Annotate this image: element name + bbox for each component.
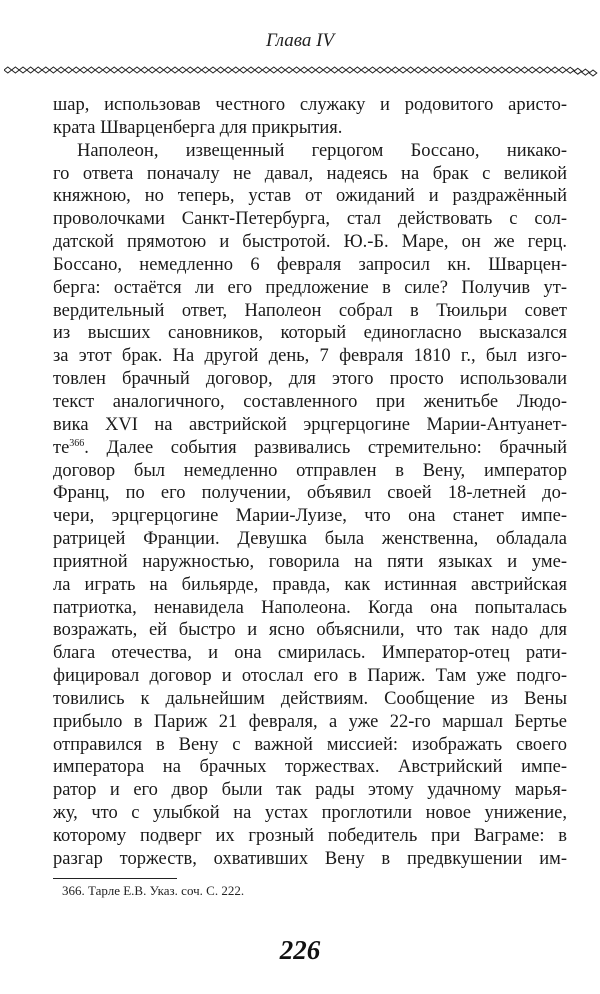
ornament-diamond <box>202 67 210 73</box>
ornament-diamond <box>126 67 134 73</box>
text-line <box>53 414 567 437</box>
ornament-diamond <box>498 67 506 73</box>
text-line <box>53 140 567 163</box>
line-text: го ответа поначалу не давал, надеясь на брак с великой <box>53 163 567 184</box>
ornament-diamond <box>422 67 430 73</box>
ornament-diamond <box>445 67 453 73</box>
ornament-diamond <box>50 67 58 73</box>
text-line <box>53 300 567 323</box>
line-text: ратор и его двор были так рады этому удачному марья- <box>53 780 567 801</box>
line-text: проволочками Санкт-Петербурга, стал действовать с сол- <box>53 209 567 230</box>
ornament-diamond <box>224 67 232 73</box>
text-line <box>53 825 567 848</box>
ornament-diamond <box>323 67 331 73</box>
text-line <box>53 734 567 757</box>
footnote-ref: 366 <box>69 437 85 449</box>
ornament-diamond <box>209 67 217 73</box>
ornament-diamond <box>240 67 248 73</box>
line-text: берга: остаётся ли его предложение в силе? Получив ут- <box>53 277 567 298</box>
ornament-diamond <box>506 67 514 73</box>
ornament-diamond <box>293 67 301 73</box>
ornament-diamond <box>194 67 202 73</box>
ornament-diamond <box>528 67 536 73</box>
text-line <box>53 277 567 300</box>
ornament-diamond <box>4 67 12 73</box>
ornament-diamond <box>361 67 369 73</box>
ornament-diamond <box>551 67 559 73</box>
text-line <box>53 802 567 825</box>
ornament-diamond <box>566 67 574 73</box>
text-line <box>53 94 567 117</box>
ornament-diamond <box>582 69 590 75</box>
ornament-diamond <box>308 67 316 73</box>
running-head: Глава IV <box>265 30 335 51</box>
text-line <box>53 345 567 368</box>
page-number: 226 <box>279 935 321 965</box>
line-text: крата Шварценберга для прикрытия. <box>53 117 343 138</box>
ornament-diamond <box>589 70 597 76</box>
ornament-diamond <box>171 67 179 73</box>
ornament-diamond <box>65 67 73 73</box>
footnote-rule <box>53 878 177 879</box>
body-text <box>53 94 567 871</box>
text-line <box>53 597 567 620</box>
ornament-diamond <box>369 67 377 73</box>
text-line <box>53 711 567 734</box>
ornament-diamond <box>521 67 529 73</box>
ornament-diamond <box>414 67 422 73</box>
line-text: датской прямотою и быстротой. Ю.-Б. Маре, он же герц. <box>53 232 567 253</box>
ornament-diamond <box>468 67 476 73</box>
line-text: которому подверг их грозный победитель при Ваграме: в <box>53 826 567 846</box>
line-text: патриотка, ненавидела Наполеона. Когда она попыталась <box>53 597 567 618</box>
ornament-diamond <box>536 67 544 73</box>
ornament-diamond <box>255 67 263 73</box>
ornament-diamond <box>179 67 187 73</box>
line-text: из высших сановников, который единогласно высказался <box>53 323 567 344</box>
line-text: императора на брачных торжествах. Австрийский импе- <box>53 757 567 778</box>
ornament-diamond <box>270 67 278 73</box>
line-text: товились к дальнейшим действиям. Сообщение из Вены <box>53 688 567 709</box>
text-line <box>53 756 567 779</box>
text-line <box>53 437 567 460</box>
ornament-diamond <box>513 67 521 73</box>
line-text: . Далее события развивались стремительно: брачный <box>84 437 567 458</box>
line-text: приятной наружностью, говорила на пяти языках и уме- <box>53 551 567 572</box>
text-line <box>53 163 567 186</box>
ornament-diamond <box>354 67 362 73</box>
text-line <box>53 185 567 208</box>
line-text: те <box>53 437 70 458</box>
line-text: отправился в Вену с важной миссией: изображать своего <box>53 734 567 755</box>
ornament-diamond <box>437 67 445 73</box>
ornament-diamond <box>186 67 194 73</box>
ornament-diamond <box>490 67 498 73</box>
line-text: ратрицей Франции. Девушка была женственна, обладала <box>53 529 567 550</box>
line-text: вердительный ответ, Наполеон собрал в Тюильри совет <box>53 300 567 321</box>
text-line <box>53 482 567 505</box>
ornament-diamond <box>376 67 384 73</box>
ornament-diamond <box>300 67 308 73</box>
ornament-diamond <box>544 67 552 73</box>
ornament-diamond <box>278 67 286 73</box>
line-text: Франц, по его получении, объявил своей 18-летней до- <box>53 483 567 504</box>
text-line <box>53 505 567 528</box>
line-text: Наполеон, извещенный герцогом Боссано, никако- <box>77 140 567 161</box>
ornament-diamond <box>148 67 156 73</box>
ornament-diamond <box>42 67 50 73</box>
text-line <box>53 779 567 802</box>
text-line <box>53 368 567 391</box>
line-text: прибыло в Париж 21 февраля, а уже 22-го маршал Бертье <box>53 711 567 732</box>
line-text: княжною, но теперь, устав от ожиданий и раздражённый <box>53 186 567 207</box>
ornament-diamond <box>19 67 27 73</box>
ornament-diamond <box>103 67 111 73</box>
ornament-diamond <box>407 67 415 73</box>
ornament-divider <box>4 64 598 78</box>
line-text: текст аналогичного, составленного при женитьбе Людо- <box>53 391 567 412</box>
ornament-diamond <box>430 67 438 73</box>
ornament-diamond <box>217 67 225 73</box>
ornament-diamond <box>247 67 255 73</box>
ornament-diamond <box>57 67 65 73</box>
text-line <box>53 322 567 345</box>
ornament-diamond <box>285 67 293 73</box>
ornament-diamond <box>338 67 346 73</box>
ornament-diamond <box>80 67 88 73</box>
ornament-diamond <box>110 67 118 73</box>
ornament-diamond <box>475 67 483 73</box>
line-text: разгар торжеств, охвативших Вену в предвкушении им- <box>53 848 567 869</box>
text-line <box>53 208 567 231</box>
ornament-diamond <box>460 67 468 73</box>
line-text: жу, что с улыбкой на устах проглотили новое унижение, <box>53 803 567 824</box>
line-text: Боссано, немедленно 6 февраля запросил кн. Шварцен- <box>53 254 567 275</box>
ornament-diamond <box>156 67 164 73</box>
text-line <box>53 551 567 574</box>
ornament-diamond <box>88 67 96 73</box>
text-line <box>53 665 567 688</box>
text-line <box>53 619 567 642</box>
ornament-diamond <box>346 67 354 73</box>
text-line <box>53 391 567 414</box>
text-line <box>53 688 567 711</box>
text-line <box>53 642 567 665</box>
line-text: товлен брачный договор, для этого просто использовали <box>53 369 567 390</box>
text-line <box>53 460 567 483</box>
ornament-diamond <box>232 67 240 73</box>
ornament-diamond <box>118 67 126 73</box>
ornament-diamond <box>384 67 392 73</box>
text-line <box>53 848 567 871</box>
text-line <box>53 117 567 140</box>
line-text: за этот брак. На другой день, 7 февраля 1810 г., был изго- <box>53 346 567 367</box>
line-text: ла играть на бильярде, правда, как истинная австрийская <box>53 574 567 595</box>
line-text: фицировал договор и отослал его в Париж. Там уже подго- <box>53 666 567 687</box>
text-line <box>53 528 567 551</box>
ornament-diamond <box>141 67 149 73</box>
line-text: договор был немедленно отправлен в Вену, император <box>53 460 567 481</box>
ornament-diamond <box>392 67 400 73</box>
line-text: шар, использовав честного служаку и родовитого аристо- <box>53 95 567 115</box>
ornament-diamond <box>559 67 567 73</box>
ornament-diamond <box>27 67 35 73</box>
ornament-diamond <box>331 67 339 73</box>
ornament-diamond <box>399 67 407 73</box>
text-line <box>53 254 567 277</box>
ornament-diamond <box>72 67 80 73</box>
ornament-diamond <box>483 67 491 73</box>
line-text: возражать, ей быстро и ясно объяснили, что так надо для <box>53 620 567 641</box>
text-line <box>53 574 567 597</box>
footnote: 366. Тарле Е.В. Указ. соч. С. 222. <box>62 883 245 898</box>
ornament-diamond <box>34 67 42 73</box>
line-text: блага отечества, и она смирилась. Император-отец рати- <box>53 643 567 664</box>
ornament-diamond <box>12 67 20 73</box>
ornament-diamond <box>574 68 582 74</box>
ornament-diamond <box>95 67 103 73</box>
ornament-diamond <box>452 67 460 73</box>
ornament-diamond <box>133 67 141 73</box>
ornament-diamond <box>262 67 270 73</box>
text-line <box>53 231 567 254</box>
line-text: чери, эрцгерцогине Марии-Луизе, что она станет импе- <box>53 506 567 527</box>
ornament-diamond <box>164 67 172 73</box>
ornament-diamond <box>316 67 324 73</box>
line-text: вика XVI на австрийской эрцгерцогине Марии-Антуанет- <box>53 414 567 435</box>
